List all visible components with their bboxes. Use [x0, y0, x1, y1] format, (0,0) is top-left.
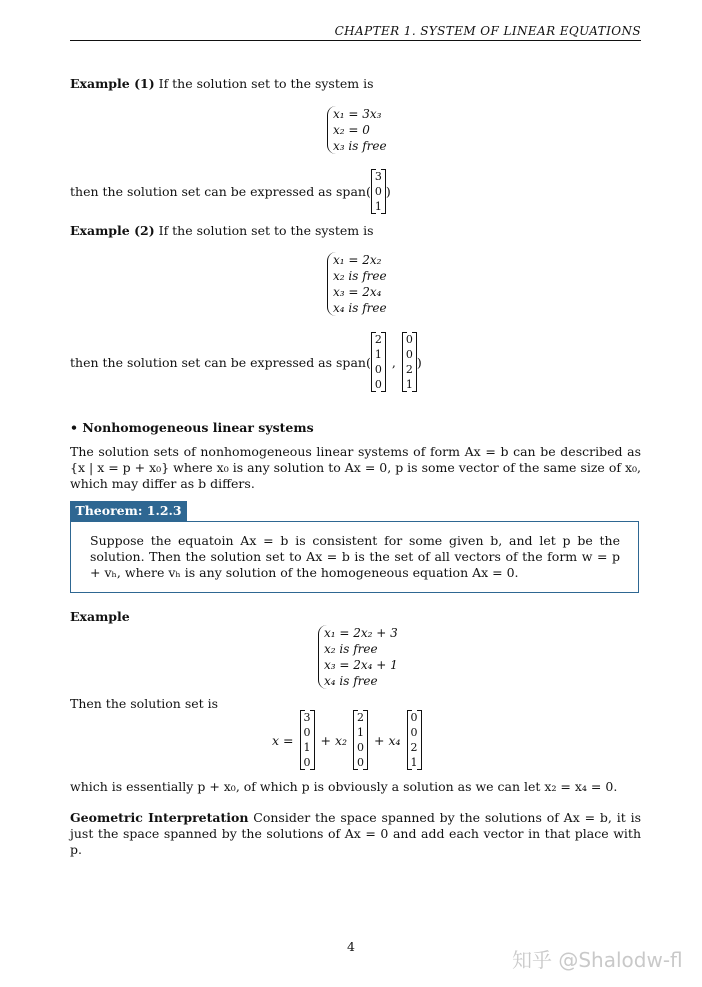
example1-eq-3: x₃ is free: [333, 139, 387, 153]
example2-span-line: [70, 329, 422, 395]
example1-label: Example (1): [70, 76, 155, 91]
example3-plus-x2: + x₂: [320, 732, 348, 748]
example3-eq-2: x₂ is free: [324, 642, 378, 656]
vector-entry: 0: [303, 726, 311, 739]
example2-system: [327, 252, 387, 316]
vector-entry: 2: [357, 711, 365, 724]
example3-conclusion: which is essentially p + x₀, of which p is obviously a solution as we can let x₂ = x₄ = 0.: [70, 779, 618, 794]
example2-label: Example (2): [70, 223, 155, 238]
example1-vector-1: [371, 169, 386, 214]
vector-entry: 1: [303, 741, 311, 754]
vector-entry: 1: [374, 199, 382, 213]
vector-entry: 1: [410, 756, 418, 769]
vector-entry: 3: [374, 169, 382, 183]
nonhomogeneous-body: The solution sets of nonhomogeneous linear systems of form Ax = b can be described as {x | x = p + x₀} where x₀ is any solution to Ax = 0, p is some vector of the same size of x₀, which may differ as b differs.: [70, 444, 641, 491]
example2-intro: If the solution set to the system is: [158, 223, 374, 238]
watermark: 知乎 @Shalodw-fl: [512, 948, 683, 972]
example3-system: [318, 625, 398, 689]
example1-span-text: then the solution set can be expressed as span(: [70, 183, 371, 199]
example2-eq-4: x₄ is free: [333, 301, 387, 315]
example2-span-text: then the solution set can be expressed as span(: [70, 354, 371, 370]
page-number: 4: [347, 939, 355, 954]
vector-entry: 0: [374, 378, 382, 391]
example2-eq-1: x₁ = 2x₂: [333, 253, 382, 267]
chapter-header: CHAPTER 1. SYSTEM OF LINEAR EQUATIONS: [334, 24, 641, 38]
geometric-label: Geometric Interpretation: [70, 810, 249, 825]
example3-solution: [272, 707, 422, 773]
example3-x-eq: x =: [272, 732, 294, 748]
vector-entry: 1: [405, 378, 413, 391]
theorem-title: Theorem: 1.2.3: [70, 501, 187, 521]
vector-entry: 0: [357, 741, 365, 754]
example3-eq-1: x₁ = 2x₂ + 3: [324, 626, 398, 640]
theorem-body: Suppose the equatoin Ax = b is consistent for some given b, and let p be the solution. Then the solution set to Ax = b is the set of all vectors of the form w = p + vₕ, where vₕ is any solution of the homogeneous equation Ax = 0.: [90, 533, 620, 580]
vector-entry: 0: [303, 756, 311, 769]
example3-label: Example: [70, 609, 130, 624]
vector-entry: 2: [410, 741, 418, 754]
vector-entry: 3: [303, 711, 311, 724]
example2-vector-1: [371, 332, 386, 392]
example3-vector-2: [353, 710, 368, 770]
vector-entry: 0: [357, 756, 365, 769]
vector-entry: 0: [410, 726, 418, 739]
example1-eq-1: x₁ = 3x₃: [333, 107, 382, 121]
vector-entry: 1: [374, 348, 382, 361]
example3-eq-3: x₃ = 2x₄ + 1: [324, 658, 398, 672]
vector-entry: 0: [405, 348, 413, 361]
example2-span-close: ): [416, 354, 422, 370]
example2-eq-3: x₃ = 2x₄: [333, 285, 382, 299]
vector-entry: 2: [374, 333, 382, 346]
vector-entry: 0: [374, 184, 382, 198]
example3-eq-4: x₄ is free: [324, 674, 378, 688]
example3-vector-3: [407, 710, 422, 770]
vector-entry: 0: [405, 333, 413, 346]
example3-vector-1: [300, 710, 315, 770]
example2-intro-line: [70, 223, 374, 238]
example2-eq-2: x₂ is free: [333, 269, 387, 283]
example1-span-line: [70, 167, 391, 215]
vector-entry: 2: [405, 363, 413, 376]
example2-comma: ,: [391, 354, 396, 370]
section-heading: • Nonhomogeneous linear systems: [70, 420, 314, 435]
geometric-paragraph: [70, 810, 641, 858]
vector-entry: 0: [410, 711, 418, 724]
vector-entry: 1: [357, 726, 365, 739]
example1-span-close: ): [385, 183, 391, 199]
example1-intro: If the solution set to the system is: [158, 76, 374, 91]
example1-eq-2: x₂ = 0: [333, 123, 370, 137]
header-rule: [70, 40, 641, 41]
example3-plus-x4: + x₄: [374, 732, 401, 748]
example3-then-text: Then the solution set is: [70, 696, 219, 711]
vector-entry: 0: [374, 363, 382, 376]
example1-intro-line: [70, 76, 374, 91]
example2-vector-2: [402, 332, 417, 392]
geometric-body: Consider the space spanned by the solutions of Ax = b, it is just the space spanned by the solutions of Ax = 0 and add each vector in that place with p.: [70, 810, 641, 857]
example1-system: [327, 106, 387, 154]
